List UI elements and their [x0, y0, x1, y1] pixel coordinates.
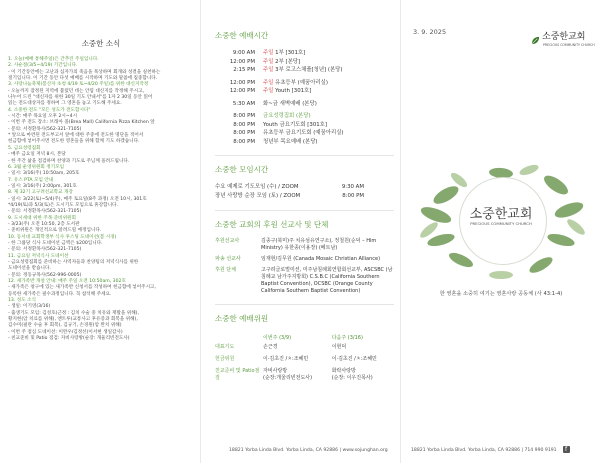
worship-name [263, 121, 394, 130]
worship-service: Youth 금요기도회 [301호] [263, 121, 327, 128]
worship-service: 유초등부 금요기도회 (예꿈아리실) [263, 130, 344, 136]
worship-row [215, 79, 394, 88]
footer-address: 18821 Yorba Linda Blvd. Yorba Linda, CA 92886 | www.sojunghan.org [229, 448, 388, 453]
news-item-detail: - 한 그룹당 식사 도네이션 금액은 $200입니다. [8, 240, 103, 246]
meeting-schedule [215, 183, 394, 201]
worship-name [263, 112, 394, 121]
worship-service: 청년부 목요예배 (본당) [263, 138, 318, 145]
worship-row [215, 87, 394, 96]
news-item-heading: 9. 도시세대 위한 주목 준비위원회 [8, 215, 76, 221]
worship-time: 12:00 PM [229, 58, 255, 65]
worship-service: 2부 [본당] [273, 58, 301, 65]
info-panel [200, 0, 400, 463]
news-item-detail: - 새가족은 창구에 있는 새가족반 신청서를 작성하여 헌금함에 넣어주시고, [8, 285, 156, 291]
worship-time: 2:15 PM [233, 67, 255, 73]
cover-title: 소중한교회 [469, 207, 533, 222]
worship-time: 8:00 PM [233, 138, 255, 145]
support-label: 후원 단체 [215, 267, 236, 273]
meeting-name: 장년 사랑방 순장 모임 (토) / ZOOM [215, 193, 301, 199]
footer-address-2: 18821 Yorba Linda Blvd. Yorba Linda, CA 92886 | 714 990 9191 [411, 448, 557, 453]
news-item-detail: - 이번 주 점심 도네이션: 이완우/김정선(이서현 생일감사) [8, 329, 123, 335]
support-label: 파송 선교사 [215, 256, 241, 262]
cover-subtitle: PRECIOUS COMMUNITY CHURCH [470, 221, 532, 226]
worship-row [215, 58, 394, 67]
news-title: 소중한 소식 [81, 39, 121, 48]
meeting-row [215, 192, 394, 201]
church-motto: 한 영혼을 소중히 여기는 영혼사랑 공동체 (사 43:1-4) [439, 291, 563, 297]
servant-row [215, 356, 395, 368]
servant-next: 화락사랑방 (순장: 이우진목사) [331, 368, 373, 381]
servants-title: 소중한 예배위원 [215, 314, 269, 323]
news-item-heading: 6. 3월 운영위원회 정기모임 [8, 164, 65, 170]
worship-schedule [215, 49, 394, 146]
sunday-label: 주일 [263, 58, 274, 65]
worship-row [215, 49, 394, 58]
support-title: 소중한 교회의 후원 선교사 및 단체 [215, 220, 329, 229]
news-item-detail: - 친교준비 및 Patio 점검: 자비사랑방(순장: 개울리빈전도사) [8, 336, 130, 342]
worship-service: 1부 [301호] [273, 50, 306, 56]
meeting-time: 9:30 AM [341, 184, 364, 190]
support-label: 후원선교사 [215, 238, 240, 244]
news-item-detail: 읽는 전도대상자를 정하여 그 영혼을 놓고 기도해 주세요. [8, 101, 122, 107]
worship-time: 9:00 AM [232, 50, 255, 56]
meetings-title: 소중한 모임시간 [215, 165, 269, 174]
worship-row [215, 100, 394, 109]
news-item-heading: 13. 성도 소식 [8, 298, 36, 304]
worship-name [263, 79, 394, 88]
news-item-detail: - 3/23(주) 오전 10:50, 2층 도서관 [8, 221, 80, 227]
news-panel [0, 0, 200, 463]
servants-header-next: 다음주 (3/16) [331, 335, 363, 341]
worship-name [263, 129, 394, 138]
news-item-detail: 황지현(암 치료를 위해), 엔트루(교통사고 후유증과 회복을 위해), [8, 317, 138, 323]
logo-english: PRECIOUS COMMUNITY CHURCH [543, 43, 595, 47]
news-item-detail: - 시간: 매주 목요일 오후 2시~4시 [8, 114, 78, 120]
news-item-detail: - 일시: 3/16(주) 10:50am, 205호 [8, 171, 80, 177]
news-item-heading: 11. 금요일 저녁식사 도네이션 [8, 253, 69, 259]
news-item-heading: 5. 금요성령집회 [8, 145, 41, 151]
servant-next: 이현덕 [331, 344, 347, 350]
divider [215, 304, 394, 305]
support-row [215, 267, 394, 295]
church-logo [531, 24, 595, 47]
worship-service: 금요성령집회 (본당) [263, 113, 311, 119]
worship-title: 소중한 예배시간 [215, 31, 269, 40]
news-item-detail: - 문의: 서정환목사(562-321-7105) [8, 126, 82, 132]
news-item-detail: 절기입니다. 이 기간 동안 다섯 예배를 시작하며 기도와 말씀에 집중합니다. [8, 76, 158, 82]
sunday-label: 주일 [263, 79, 274, 86]
news-item-detail: - 일시: 3/22(토)~5/4(주), 매주 토요일(8주 과정) 오전 10시, 301호 [8, 196, 147, 202]
meeting-time: 8:00 PM [342, 193, 364, 199]
servant-row [215, 368, 395, 387]
news-item-detail: - 이 기간동안에는 고난과 십자가의 죽음을 묵상하며 회개와 성결을 실천하는 [8, 69, 161, 75]
servant-label: 대표기도 [215, 344, 235, 350]
worship-time: 8:00 PM [233, 130, 255, 136]
support-list [215, 238, 394, 295]
news-list [8, 57, 194, 342]
sunday-label: 주일 [263, 67, 274, 73]
worship-row [215, 66, 394, 75]
news-item-detail: - 문의: 정동규목사(562-996-0005) [8, 272, 82, 278]
news-item-heading: 4. 소중한 전도 "모든 성도가 전도합시다" [8, 107, 91, 113]
servant-this: 이·김초진 /ㅊ:조혜민 [263, 356, 309, 362]
servants-table [215, 332, 394, 387]
support-row [215, 256, 394, 263]
meeting-row [215, 183, 394, 192]
news-item-detail: - 출생기도 모임: 김성호(근정 : 김치 수술 중 치유와 재활을 위해), [8, 310, 139, 316]
news-item-detail: 도네이션을 받습니다. [8, 266, 51, 272]
bulletin-date: 3. 9. 2025 [413, 28, 447, 36]
news-item-heading: 12. 새가족반 개설 안내: 매주 주일 오전 10:50am, 302호 [8, 279, 126, 285]
news-item-detail: 나누어 드린 "대신자를 위한 30일 기도 안내서"를 1자 2 30일 동안 읽어 [8, 95, 153, 101]
logo-name: 소중한교회 [542, 32, 586, 42]
support-value: 고구려글로벌미션, 미주남침례회연합회선교부, ASCSBC (남침례교 남가주지방회) C.S.B.C (California Southern Baptist Convention), OCSBC (Orange County California Southern Baptist Convention) [261, 267, 393, 294]
news-item-detail: 헌금함에 넣어주시면 전도한 영혼들을 위해 함께 기도 하겠습니다. [8, 139, 140, 145]
leaf-logo-icon [531, 30, 540, 39]
news-item-heading: 3. 사랑나눔축제(봄산자 초청 4/19 토~4/20 주일)를 위한 대신지작정 [8, 82, 149, 88]
meeting-name: 수요 예제로 기도모임 (수) / ZOOM [215, 184, 299, 190]
worship-name [263, 49, 394, 58]
news-item-detail: 김수미(필란 수술 후 회복), 김규기, 손경원(암 완치 위해) [8, 323, 122, 329]
support-row [215, 238, 394, 252]
servant-label: 헌금위원 [215, 356, 235, 362]
worship-service: 화~금 새벽예배 (본당) [263, 100, 317, 107]
news-item-detail: - 준비위원은 개인적으로 알려드릴 예정입니다. [8, 228, 102, 234]
news-item-heading: 10. 동서대 교회학생부 식사 후스팅 도네이션(봄 시경) [8, 234, 117, 240]
worship-time: 12:00 PM [229, 88, 255, 94]
worship-row [215, 138, 394, 147]
news-item-heading: 8. 제 32기 고구려선교학교 개강 [8, 190, 73, 196]
worship-name [263, 66, 394, 75]
worship-row [215, 112, 394, 121]
sunday-label: 주일 [263, 88, 274, 94]
divider [215, 155, 394, 156]
worship-time: 8:00 PM [233, 113, 255, 119]
servant-this: 자비사랑방 (순장:개울리빈전도사) [263, 368, 313, 381]
news-item-detail: - 생일: 이기영(3/16) [8, 304, 51, 310]
worship-name [263, 138, 394, 147]
news-item-detail: * 앞으로 마련된 전도부고서 앞에 대한 주중에 전도한 명단을 적어서 [8, 133, 144, 139]
news-item-detail: - 오늘까지 잠정된 지역에 불렀던 데는 안됨 대신지를 작정해 주시고, [8, 88, 145, 94]
news-item-detail: - 이번 주 전도 장소: 브래아 몰(Brea Mall) California Pizza Kitchen 앞 [8, 120, 155, 126]
news-item-detail: 등록한 새가족은 필수과정입니다. 꼭 참석해 주세요. [8, 291, 112, 297]
news-item-detail: - 한 주간 삶을 점검하며 찬양과 기도로 주님께 올려드립니다. [8, 158, 130, 164]
servant-this: 손근경 [263, 344, 278, 350]
worship-time: 8:00 PM [233, 121, 255, 128]
worship-time: 5:30 AM [232, 100, 255, 107]
worship-service: 3부 로고스채플[청년] (본당) [273, 67, 343, 73]
news-item-detail: - 일시: 3/16(주) 2:00pm, 301호 [8, 183, 77, 189]
news-item-heading: 1. 오늘(예배 통해주일)은 간추린 주일입니다. [8, 57, 99, 62]
news-item-detail: - 문의: 서정환목사(562-321-7105) [8, 247, 82, 253]
worship-row [215, 129, 394, 138]
news-item-detail: - 금요성령집회를 준비하는 사역자들과 찬양팀의 저녁식사를 위한 [8, 260, 139, 265]
news-item-detail: - 문의: 서정환목사(562-321-7105) [8, 209, 82, 215]
news-item-detail: - 매주 금요일 저녁 8시, 본당 [8, 152, 66, 158]
cover-panel [400, 0, 600, 463]
sunday-label: 주일 [263, 50, 274, 56]
news-item-heading: 7. 유스 PTA 모임 안내 [8, 177, 54, 183]
support-value: 임재현/김무원 (Canada Mosaic Christian Alliance) [261, 256, 381, 262]
news-item-heading: 2. 사순절(3/5~4/19) 기간입니다. [8, 63, 78, 69]
worship-name [263, 58, 394, 67]
worship-name [263, 87, 394, 96]
servant-next: 이·김초진 /ㅊ:조혜민 [331, 356, 377, 362]
cover-art [401, 155, 600, 265]
servants-header-this: 이번주 (3/9) [263, 335, 292, 341]
worship-service: Youth [301호] [273, 88, 312, 94]
worship-row [215, 121, 394, 130]
divider [215, 210, 394, 211]
servant-row [215, 344, 395, 356]
worship-service: 유초등부 (예꿈아리실) [273, 79, 328, 86]
worship-name [263, 100, 394, 109]
support-value: 김종구(북미)주 치유섬유연구소), 정철원(순덕 – Him Ministry) 유한종(이용장) (베트남) [261, 238, 377, 251]
servant-label: 친교준비 및 Patio점검 [215, 368, 260, 381]
worship-time: 12:00 PM [229, 79, 255, 86]
facebook-icon[interactable]: f [563, 446, 570, 453]
footer-contact [411, 446, 596, 453]
news-item-detail: *4/19(토)과 5/3(토)은 도시기도 모임으로 휴강합니다. [8, 202, 118, 208]
